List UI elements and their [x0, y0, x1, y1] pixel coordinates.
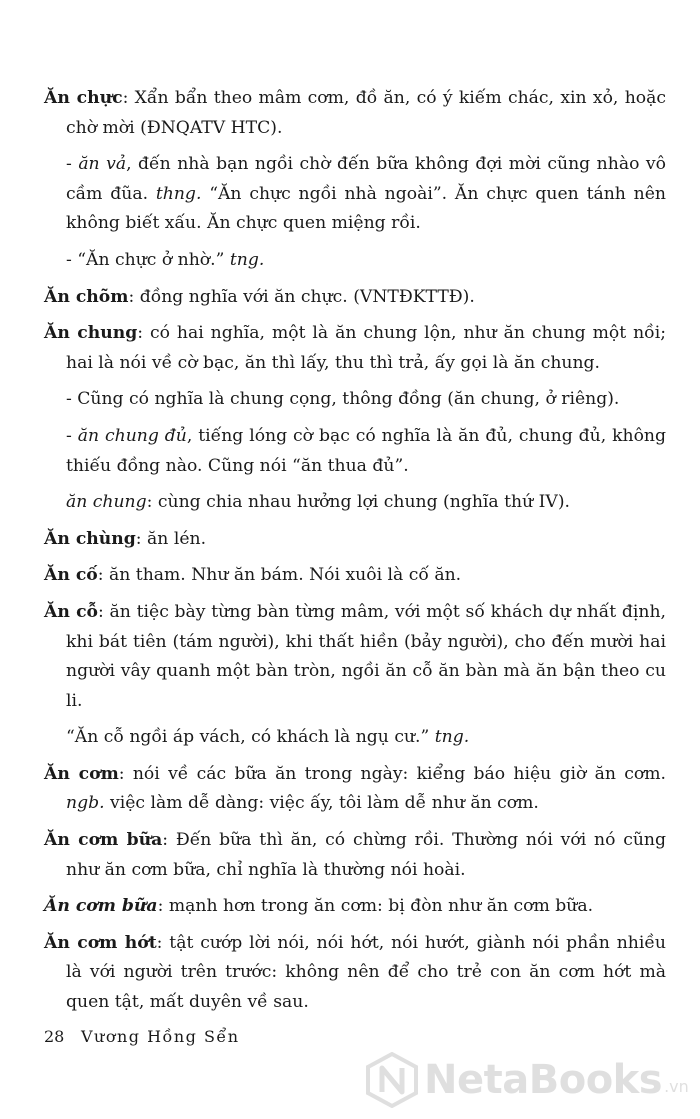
netabooks-watermark — [366, 1052, 689, 1108]
entry-definition: : mạnh hơn trong ăn cơm: bị đòn như ăn cơm bữa. — [157, 896, 594, 917]
watermark-brand: NetaBooks — [424, 1057, 663, 1103]
entry-text: “Ăn chực ngồi nhà ngoài”. Ăn chực quen tánh nên không biết xấu. Ăn chực quen miệng rồi. — [66, 183, 666, 234]
netabooks-logo-icon — [366, 1052, 418, 1108]
entry-subsense — [66, 488, 666, 518]
entry-text: - “Ăn chực ở nhờ.” — [66, 249, 230, 270]
dictionary-content — [44, 84, 666, 1025]
entry-text: , tiếng lóng cờ bạc có nghĩa là ăn đủ, chung đủ, không thiếu đồng nào. Cũng nói “ăn thua đủ”. — [66, 425, 667, 476]
entry-definition: : ăn lén. — [135, 528, 207, 549]
watermark-tld: .vn — [664, 1077, 689, 1096]
entry-definition: : đồng nghĩa với ăn chực. (VNTĐKTTĐ). — [128, 286, 475, 307]
entry-text: : cùng chia nhau hưởng lợi chung (nghĩa thứ IV). — [146, 492, 570, 513]
dictionary-entry — [44, 84, 666, 143]
dictionary-entry — [44, 319, 666, 378]
entry-headword: Ăn cơm — [44, 763, 119, 784]
entry-definition: : ăn tiệc bày từng bàn từng mâm, với một số khách dự nhất định, khi bát tiên (tám người), khi thất hiền (bảy người), cho đến mười hai người vây quanh một bàn tròn, ngồi ăn cỗ ăn bàn mà ăn bận theo cu li. — [66, 601, 666, 711]
page-footer — [44, 1026, 240, 1048]
italic-term: ăn chung đủ — [77, 425, 187, 446]
entry-text: việc làm dễ dàng: việc ấy, tôi làm dễ như ăn cơm. — [104, 793, 539, 814]
entry-headword: Ăn cơm hớt — [44, 932, 157, 953]
dictionary-entry — [44, 929, 666, 1018]
dictionary-entry — [44, 283, 666, 313]
italic-term: tng. — [229, 249, 265, 270]
entry-headword: Ăn cơm bữa — [44, 896, 158, 917]
page-number: 28 — [44, 1027, 65, 1046]
dictionary-entry — [44, 760, 666, 819]
entry-definition: : có hai nghĩa, một là ăn chung lộn, như ăn chung một nồi; hai là nói về cờ bạc, ăn thì lấy, thu thì trả, ấy gọi là ăn chung. — [66, 323, 666, 373]
entry-definition: : Xẩn bẩn theo mâm cơm, đồ ăn, có ý kiếm chác, xin xỏ, hoặc chờ mời (ĐNQATV HTC). — [66, 88, 666, 138]
entry-definition: : nói về các bữa ăn trong ngày: kiểng báo hiệu giờ ăn cơm. — [118, 763, 666, 784]
dictionary-entry — [44, 892, 666, 922]
entry-headword: Ăn cỗ — [44, 601, 99, 622]
author-name: Vương Hồng Sển — [80, 1027, 240, 1046]
entry-definition: : tật cướp lời nói, nói hớt, nói hướt, giành nói phần nhiều là với người trên trước: không nên để cho trẻ con ăn cơm hớt mà quen tật, mất duyên về sau. — [66, 932, 666, 1013]
italic-term: ăn vả — [78, 154, 127, 175]
entry-subsense — [66, 385, 666, 415]
entry-headword: Ăn chung — [44, 323, 138, 344]
dictionary-entry — [44, 561, 666, 591]
entry-headword: Ăn cố — [44, 565, 98, 586]
entry-headword: Ăn chõm — [44, 286, 129, 307]
italic-term: ăn chung — [66, 492, 147, 513]
entry-text: - — [66, 425, 78, 446]
entry-text: - — [66, 154, 79, 175]
dictionary-entry — [44, 525, 666, 555]
italic-term: thng. — [155, 183, 202, 204]
dictionary-entry — [44, 826, 666, 885]
entry-definition: : ăn tham. Như ăn bám. Nói xuôi là cố ăn. — [97, 565, 462, 586]
italic-term: ngb. — [66, 793, 105, 814]
entry-headword: Ăn chực — [44, 88, 123, 108]
entry-subsense — [66, 422, 666, 481]
dictionary-entry — [44, 598, 666, 716]
italic-term: tng. — [434, 727, 470, 748]
entry-text: “Ăn cỗ ngồi áp vách, có khách là ngụ cư.” — [66, 727, 435, 748]
entry-subsense — [66, 150, 666, 239]
entry-subsense — [66, 723, 666, 753]
entry-text: - Cũng có nghĩa là chung cọng, thông đồng (ăn chung, ở riêng). — [66, 389, 620, 410]
entry-text: , đến nhà bạn ngồi chờ đến bữa không đợi mời cũng nhào vô cầm đũa. — [66, 154, 666, 204]
entry-subsense — [66, 246, 666, 276]
entry-headword: Ăn chùng — [44, 528, 136, 549]
entry-headword: Ăn cơm bữa — [44, 830, 163, 851]
entry-definition: : Đến bữa thì ăn, có chừng rồi. Thường nói với nó cũng như ăn cơm bữa, chỉ nghĩa là thường nói hoài. — [66, 830, 666, 880]
